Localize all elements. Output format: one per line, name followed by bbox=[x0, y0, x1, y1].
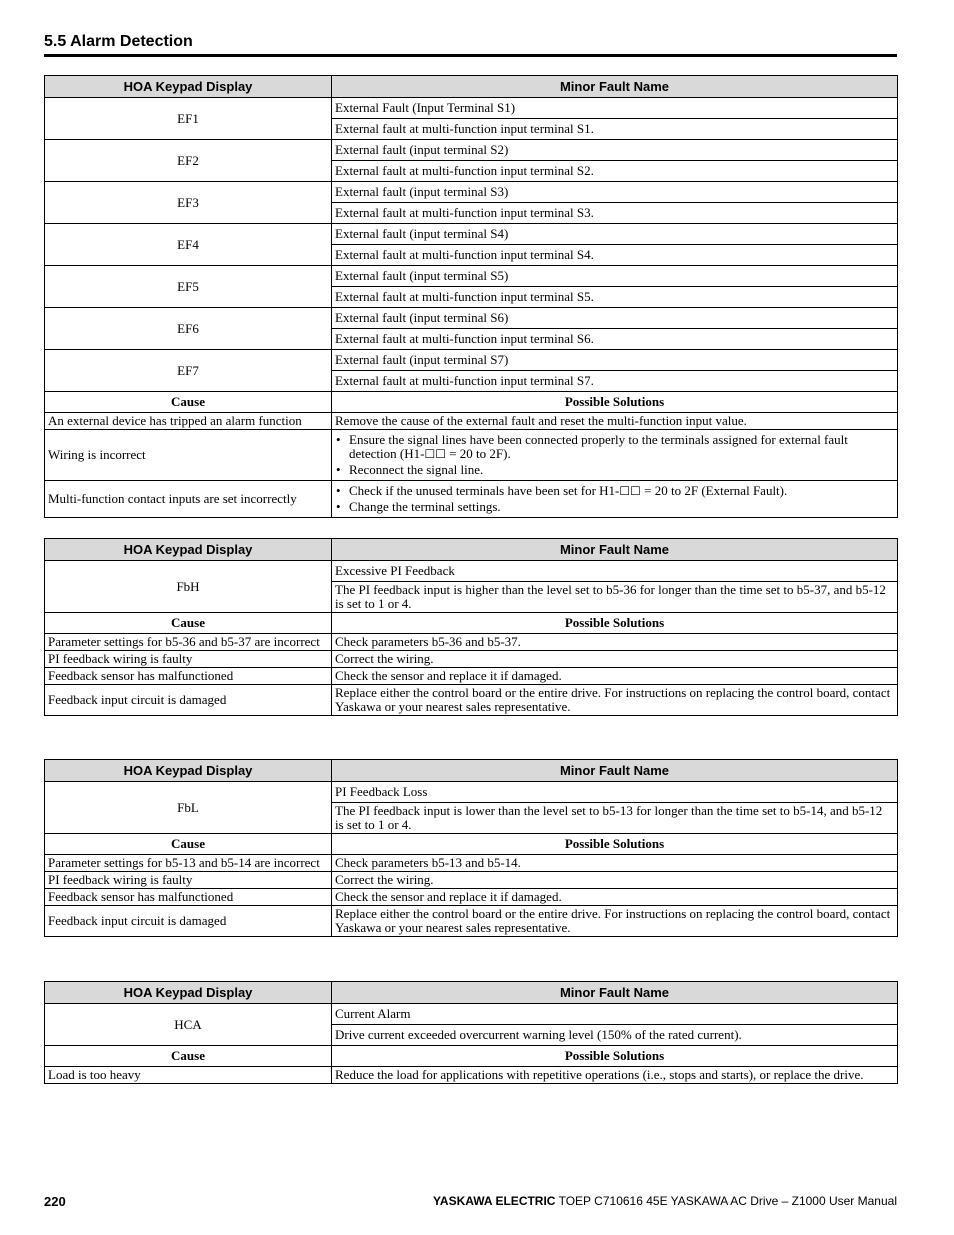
fault-table-fbl bbox=[44, 759, 898, 937]
header-display: HOA Keypad Display bbox=[45, 539, 332, 561]
cause-cell: PI feedback wiring is faulty bbox=[45, 872, 332, 889]
header-display: HOA Keypad Display bbox=[45, 760, 332, 782]
header-display: HOA Keypad Display bbox=[45, 76, 332, 98]
solution-cell: Correct the wiring. bbox=[332, 872, 898, 889]
fault-name: External fault (input terminal S4) bbox=[332, 224, 898, 245]
solution-bullet bbox=[335, 484, 894, 498]
header-display: HOA Keypad Display bbox=[45, 982, 332, 1004]
header-solutions: Possible Solutions bbox=[332, 834, 898, 855]
fault-name: External fault (input terminal S6) bbox=[332, 308, 898, 329]
fault-name: Current Alarm bbox=[332, 1004, 898, 1025]
fault-code: EF1 bbox=[45, 98, 332, 140]
header-fault-name: Minor Fault Name bbox=[332, 76, 898, 98]
bullet-text: = 20 to 2F (External Fault). bbox=[640, 483, 788, 498]
header-cause: Cause bbox=[45, 834, 332, 855]
fault-name: External fault (input terminal S2) bbox=[332, 140, 898, 161]
header-fault-name: Minor Fault Name bbox=[332, 539, 898, 561]
fault-description: External fault at multi-function input terminal S7. bbox=[332, 371, 898, 392]
cause-cell: Feedback sensor has malfunctioned bbox=[45, 889, 332, 906]
fault-description: Drive current exceeded overcurrent warning level (150% of the rated current). bbox=[332, 1025, 898, 1046]
cause-cell: Parameter settings for b5-36 and b5-37 are incorrect bbox=[45, 634, 332, 651]
bullet-text: = 20 to 2F). bbox=[445, 446, 511, 461]
solution-cell bbox=[332, 430, 898, 481]
solution-list bbox=[335, 484, 894, 514]
cause-cell: Feedback input circuit is damaged bbox=[45, 906, 332, 937]
solution-bullet: • Change the terminal settings. bbox=[335, 500, 894, 514]
cause-cell: Multi-function contact inputs are set incorrectly bbox=[45, 481, 332, 518]
cause-cell: Feedback sensor has malfunctioned bbox=[45, 668, 332, 685]
cause-cell: Parameter settings for b5-13 and b5-14 are incorrect bbox=[45, 855, 332, 872]
fault-code: EF6 bbox=[45, 308, 332, 350]
fault-name: Excessive PI Feedback bbox=[332, 561, 898, 582]
bullet-text: Ensure the signal lines have been connected properly to the terminals assigned for external fault detection (H1- bbox=[349, 432, 848, 461]
header-cause: Cause bbox=[45, 613, 332, 634]
fault-name: External fault (input terminal S7) bbox=[332, 350, 898, 371]
solution-list bbox=[335, 433, 894, 477]
fault-description: The PI feedback input is lower than the level set to b5-13 for longer than the time set to b5-14, and b5-12 is set to 1 or 4. bbox=[332, 803, 898, 834]
page-number: 220 bbox=[44, 1194, 66, 1209]
header-solutions: Possible Solutions bbox=[332, 392, 898, 413]
solution-cell: Reduce the load for applications with repetitive operations (i.e., stops and starts), or replace the drive. bbox=[332, 1067, 898, 1084]
footer-document-info bbox=[433, 1194, 897, 1208]
solution-cell: Replace either the control board or the entire drive. For instructions on replacing the control board, contact Yaskawa or your nearest sales representative. bbox=[332, 906, 898, 937]
fault-table-hca bbox=[44, 981, 898, 1084]
title-rule bbox=[44, 54, 897, 57]
fault-code: FbH bbox=[45, 561, 332, 613]
header-cause: Cause bbox=[45, 1046, 332, 1067]
solution-bullet bbox=[335, 433, 894, 461]
fault-code: EF4 bbox=[45, 224, 332, 266]
fault-code: EF7 bbox=[45, 350, 332, 392]
solution-cell: Check parameters b5-13 and b5-14. bbox=[332, 855, 898, 872]
fault-table-ef bbox=[44, 75, 898, 518]
fault-name: External fault (input terminal S5) bbox=[332, 266, 898, 287]
solution-cell: Remove the cause of the external fault and reset the multi-function input value. bbox=[332, 413, 898, 430]
fault-description: External fault at multi-function input terminal S1. bbox=[332, 119, 898, 140]
footer-doc-title: TOEP C710616 45E YASKAWA AC Drive – Z1000 User Manual bbox=[555, 1194, 897, 1208]
cause-cell: PI feedback wiring is faulty bbox=[45, 651, 332, 668]
header-solutions: Possible Solutions bbox=[332, 1046, 898, 1067]
solution-bullet: • Reconnect the signal line. bbox=[335, 463, 894, 477]
fault-code: FbL bbox=[45, 782, 332, 834]
header-fault-name: Minor Fault Name bbox=[332, 982, 898, 1004]
cause-cell: Feedback input circuit is damaged bbox=[45, 685, 332, 716]
placeholder-box-icon: ☐☐ bbox=[424, 447, 446, 461]
fault-description: External fault at multi-function input terminal S5. bbox=[332, 287, 898, 308]
solution-cell: Check the sensor and replace it if damaged. bbox=[332, 668, 898, 685]
fault-table-fbh bbox=[44, 538, 898, 716]
fault-code: EF3 bbox=[45, 182, 332, 224]
cause-cell: An external device has tripped an alarm function bbox=[45, 413, 332, 430]
fault-code: EF5 bbox=[45, 266, 332, 308]
bullet-text: Check if the unused terminals have been set for H1- bbox=[349, 483, 620, 498]
footer-brand: YASKAWA ELECTRIC bbox=[433, 1194, 556, 1208]
solution-cell bbox=[332, 481, 898, 518]
fault-code: EF2 bbox=[45, 140, 332, 182]
fault-description: External fault at multi-function input terminal S2. bbox=[332, 161, 898, 182]
cause-cell: Load is too heavy bbox=[45, 1067, 332, 1084]
solution-cell: Check the sensor and replace it if damaged. bbox=[332, 889, 898, 906]
solution-cell: Check parameters b5-36 and b5-37. bbox=[332, 634, 898, 651]
fault-description: External fault at multi-function input terminal S6. bbox=[332, 329, 898, 350]
header-fault-name: Minor Fault Name bbox=[332, 760, 898, 782]
placeholder-box-icon: ☐☐ bbox=[619, 484, 641, 498]
fault-description: The PI feedback input is higher than the level set to b5-36 for longer than the time set to b5-37, and b5-12 is set to 1 or 4. bbox=[332, 582, 898, 613]
fault-description: External fault at multi-function input terminal S3. bbox=[332, 203, 898, 224]
solution-cell: Replace either the control board or the entire drive. For instructions on replacing the control board, contact Yaskawa or your nearest sales representative. bbox=[332, 685, 898, 716]
fault-code: HCA bbox=[45, 1004, 332, 1046]
header-solutions: Possible Solutions bbox=[332, 613, 898, 634]
solution-cell: Correct the wiring. bbox=[332, 651, 898, 668]
fault-description: External fault at multi-function input terminal S4. bbox=[332, 245, 898, 266]
cause-cell: Wiring is incorrect bbox=[45, 430, 332, 481]
fault-name: External Fault (Input Terminal S1) bbox=[332, 98, 898, 119]
section-title: 5.5 Alarm Detection bbox=[44, 33, 193, 50]
fault-name: External fault (input terminal S3) bbox=[332, 182, 898, 203]
header-cause: Cause bbox=[45, 392, 332, 413]
fault-name: PI Feedback Loss bbox=[332, 782, 898, 803]
